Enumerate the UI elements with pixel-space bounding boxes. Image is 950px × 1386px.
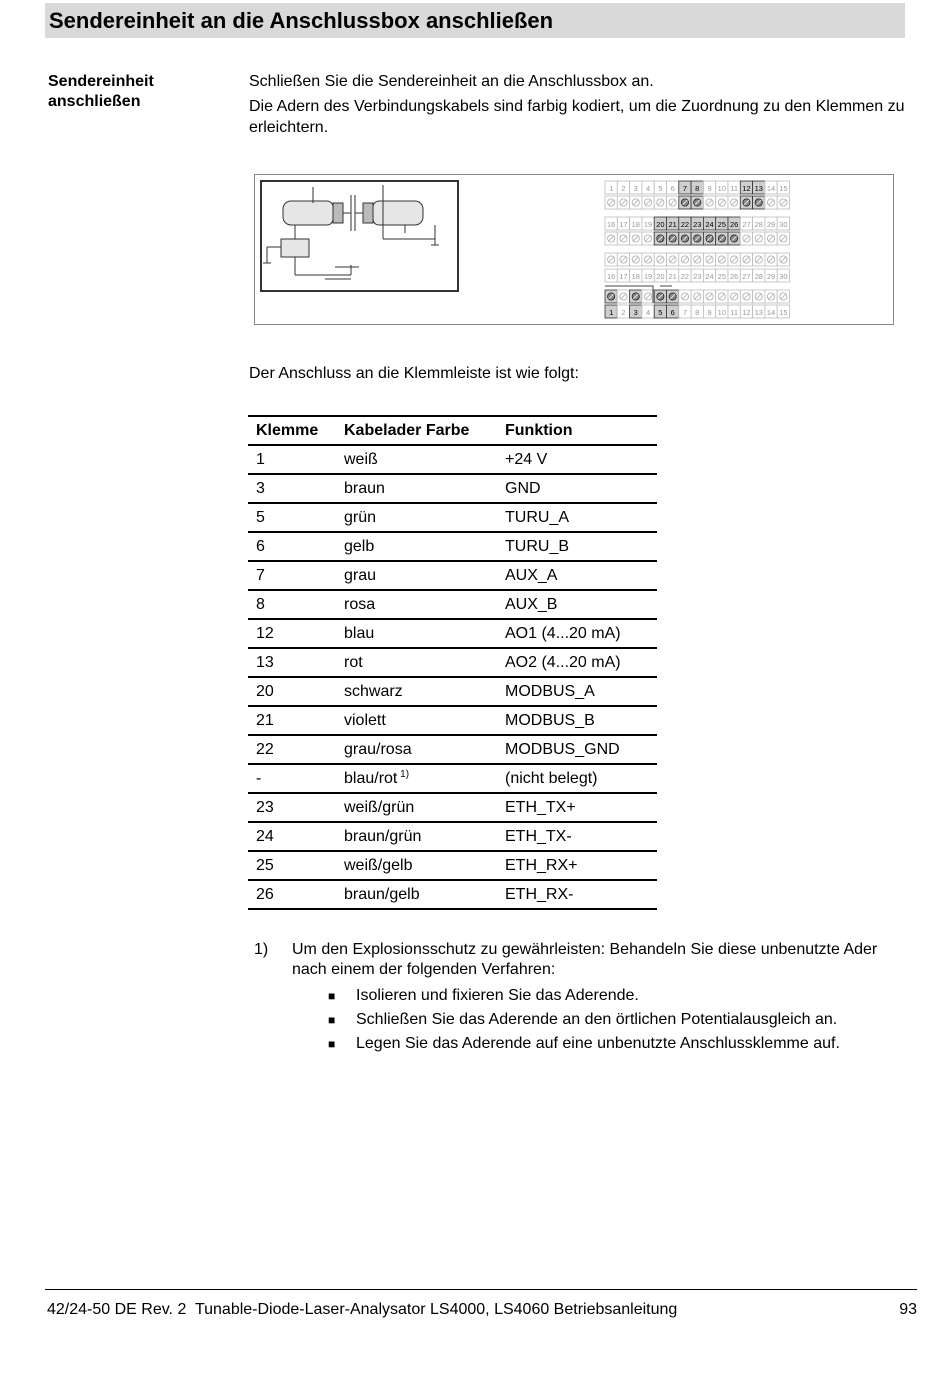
table-row [248,735,657,764]
footnote-text: Um den Explosionsschutz zu gewährleisten: Behandeln Sie diese unbenutzte Ader nach einem der folgenden Verfahren: [292,941,878,978]
terminal-number: 18 [631,272,640,281]
function-cell: GND [497,474,657,503]
terminal-number: 17 [619,220,628,229]
terminal-cell: 22 [248,735,336,764]
terminal-number: 22 [680,272,690,281]
terminal-cell: - [248,764,336,793]
terminal-number: 14 [766,308,776,317]
terminal-number: 4 [645,308,651,317]
function-cell: AO1 (4...20 mA) [497,619,657,648]
table-row [248,532,657,561]
terminal-number: 28 [754,220,763,229]
wire-color-cell: weiß/grün [336,793,497,822]
function-cell: ETH_RX+ [497,851,657,880]
terminal-number: 17 [619,272,628,281]
list-item [328,1010,904,1030]
wire-color-cell: braun/grün [336,822,497,851]
page-number: 93 [899,1301,917,1318]
table-row [248,590,657,619]
list-item-text: Isolieren und fixieren Sie das Aderende. [356,987,639,1004]
footer-divider [45,1289,917,1290]
terminal-cell: 12 [248,619,336,648]
terminal-cell: 23 [248,793,336,822]
terminal-number: 13 [754,184,763,193]
function-cell: ETH_TX- [497,822,657,851]
terminal-number: 29 [766,220,776,229]
terminal-number: 30 [779,220,788,229]
terminal-number: 24 [705,272,714,281]
terminal-cell: 26 [248,880,336,909]
terminal-cell: 1 [248,445,336,474]
function-cell: AO2 (4...20 mA) [497,648,657,677]
column-header: Funktion [497,416,657,445]
terminal-number: 29 [766,272,776,281]
wire-color-cell: rot [336,648,497,677]
function-cell: (nicht belegt) [497,764,657,793]
terminal-number: 3 [633,184,638,193]
table-row [248,445,657,474]
terminal-number: 9 [707,184,712,193]
terminal-cell: 24 [248,822,336,851]
terminal-number: 21 [668,272,677,281]
terminal-number: 12 [742,184,751,193]
function-cell: ETH_TX+ [497,793,657,822]
terminal-number: 12 [742,308,751,317]
wire-color-cell: blau [336,619,497,648]
terminal-number: 23 [693,272,702,281]
table-row [248,474,657,503]
terminal-number: 14 [766,184,776,193]
list-item-text: Legen Sie das Aderende auf eine unbenutzte Anschlussklemme auf. [356,1035,840,1052]
function-cell: MODBUS_B [497,706,657,735]
terminal-number: 27 [742,220,751,229]
footnote-mark: 1) [254,941,269,958]
table-row [248,822,657,851]
footer-document-info: 42/24-50 DE Rev. 2 Tunable-Diode-Laser-Analysator LS4000, LS4060 Betriebsanleitung [47,1301,678,1318]
terminal-cell: 25 [248,851,336,880]
column-header: Kabelader Farbe [336,416,497,445]
terminal-number: 7 [682,308,688,317]
terminal-number: 10 [717,308,727,317]
table-row [248,851,657,880]
function-cell: ETH_RX- [497,880,657,909]
terminal-number: 22 [680,220,690,229]
wire-color-cell: schwarz [336,677,497,706]
terminal-number: 4 [645,184,651,193]
table-row [248,677,657,706]
terminal-number: 3 [633,308,638,317]
table-row [248,503,657,532]
terminal-number: 11 [730,308,739,317]
terminal-number: 6 [670,308,675,317]
terminal-cell: 7 [248,561,336,590]
table-lead-text: Der Anschluss an die Klemmleiste ist wie folgt: [249,365,579,382]
terminal-number: 5 [658,184,663,193]
terminal-number: 26 [729,220,739,229]
terminal-number: 15 [779,184,788,193]
terminal-number: 2 [621,184,626,193]
wire-color-cell: grün [336,503,497,532]
footnote [254,940,904,1058]
terminal-number: 21 [668,220,677,229]
terminal-number: 6 [670,184,675,193]
terminal-number: 7 [682,184,688,193]
terminal-number: 25 [717,272,727,281]
intro-paragraph: Die Adern des Verbindungskabels sind farbig kodiert, um die Zuordnung zu den Klemmen zu erleichtern. [249,98,905,136]
table-row [248,561,657,590]
terminal-number: 18 [631,220,640,229]
bullet-icon: ■ [328,989,336,1003]
terminal-number: 10 [717,184,727,193]
terminal-cell: 8 [248,590,336,619]
transmitter-schematic [261,181,458,291]
terminal-cell: 5 [248,503,336,532]
wire-color-cell: rosa [336,590,497,619]
terminal-number: 27 [742,272,751,281]
terminal-number: 28 [754,272,763,281]
table-row [248,706,657,735]
wire-color-cell: weiß [336,445,497,474]
terminal-assignment-table [248,415,657,910]
section-side-label: Sendereinheit anschließen [48,73,154,110]
table-header-row [248,416,657,445]
terminal-number: 30 [779,272,788,281]
wire-color-cell: weiß/gelb [336,851,497,880]
list-item-text: Schließen Sie das Aderende an den örtlichen Potentialausgleich an. [356,1011,838,1028]
table-row [248,793,657,822]
terminal-number: 16 [606,272,616,281]
terminal-cell: 6 [248,532,336,561]
table-row [248,648,657,677]
terminal-number: 11 [730,184,739,193]
terminal-number: 13 [754,308,763,317]
wiring-diagram [255,175,893,324]
bullet-icon: ■ [328,1013,336,1027]
terminal-number: 8 [695,184,700,193]
function-cell: TURU_B [497,532,657,561]
terminal-number: 25 [717,220,727,229]
terminal-number: 5 [658,308,663,317]
wire-color-cell: violett [336,706,497,735]
function-cell: MODBUS_GND [497,735,657,764]
terminal-number: 26 [729,272,739,281]
terminal-number: 20 [656,272,665,281]
function-cell: +24 V [497,445,657,474]
terminal-number: 15 [779,308,788,317]
function-cell: AUX_B [497,590,657,619]
wire-color-cell: gelb [336,532,497,561]
footnote-list [254,986,904,1054]
table-row [248,880,657,909]
function-cell: AUX_A [497,561,657,590]
wire-color-cell: grau [336,561,497,590]
column-header: Klemme [248,416,336,445]
wiring-figure [254,174,894,325]
wire-color-cell: braun/gelb [336,880,497,909]
page-title: Sendereinheit an die Anschlussbox anschließen [45,3,905,38]
terminal-number: 2 [621,308,626,317]
terminal-number: 1 [609,184,614,193]
list-item [328,1034,904,1054]
function-cell: TURU_A [497,503,657,532]
list-item [328,986,904,1006]
intro-text [249,71,909,142]
terminal-number: 19 [643,272,653,281]
intro-paragraph: Schließen Sie die Sendereinheit an die Anschlussbox an. [249,73,654,90]
wire-color-cell: braun [336,474,497,503]
terminal-number: 1 [609,308,614,317]
terminal-number: 23 [693,220,702,229]
table-row [248,764,657,793]
footnote-reference: 1) [397,768,410,780]
terminal-cell: 3 [248,474,336,503]
terminal-block [605,181,790,318]
terminal-number: 20 [656,220,665,229]
function-cell: MODBUS_A [497,677,657,706]
terminal-cell: 20 [248,677,336,706]
wire-color-cell: grau/rosa [336,735,497,764]
terminal-cell: 13 [248,648,336,677]
terminal-number: 16 [606,220,616,229]
terminal-number: 19 [643,220,653,229]
terminal-number: 24 [705,220,714,229]
table-row [248,619,657,648]
terminal-cell: 21 [248,706,336,735]
bullet-icon: ■ [328,1037,336,1051]
terminal-number: 9 [707,308,712,317]
terminal-number: 8 [695,308,700,317]
wire-color-cell: blau/rot $^{1)}$ [336,764,497,793]
